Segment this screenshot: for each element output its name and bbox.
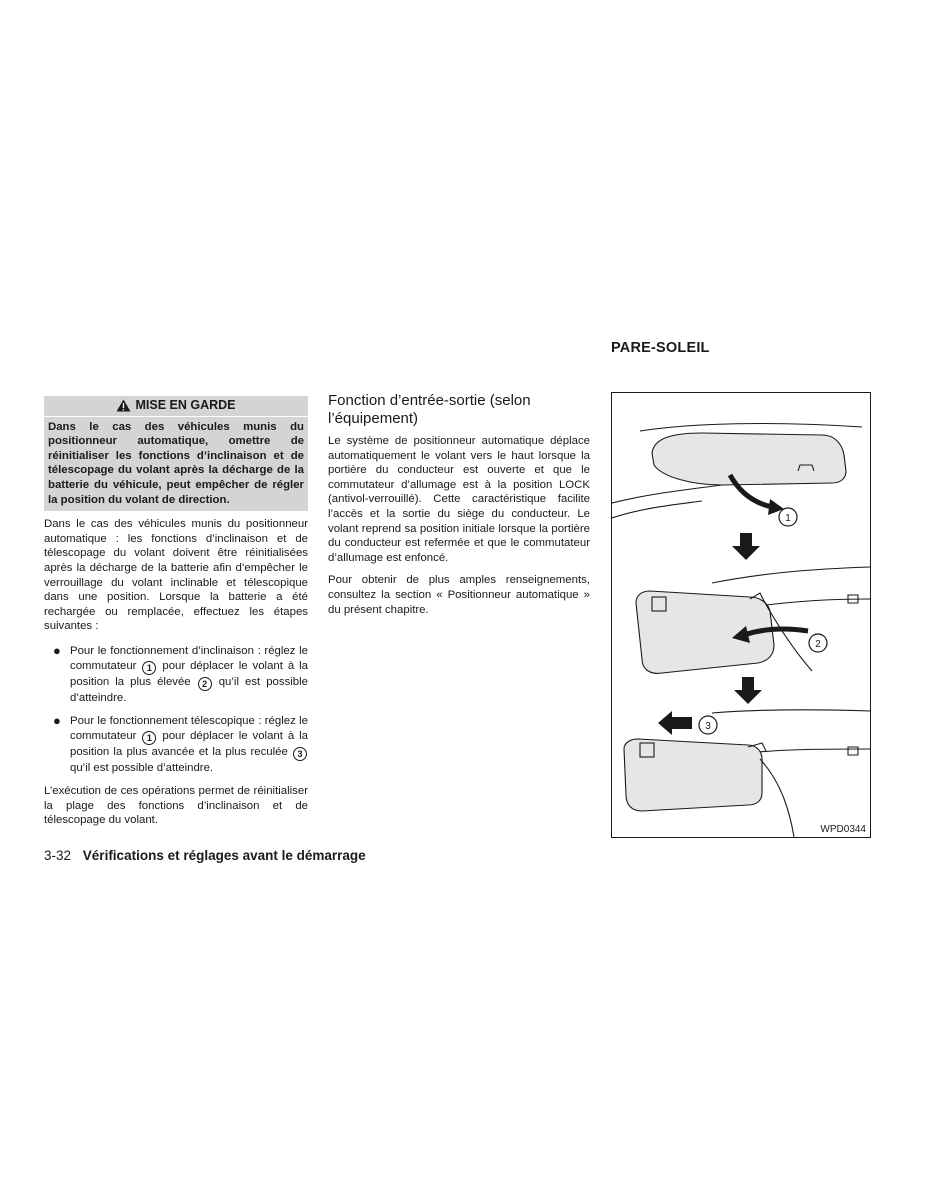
subsection-title: Fonction d’entrée-sortie (selon l’équipement)	[328, 392, 531, 427]
intro-paragraph: Dans le cas des véhicules munis du positionneur automatique : les fonctions d’inclinaison et de télescopage du volant doivent être réinitialisées après la décharge de la batterie afin d’empêcher le verrouillage du volant inclinable et télescopique dans une position. Lorsque la batterie a été rechargée ou remplacée, effectuez les étapes suivantes :	[44, 518, 308, 633]
steps-list	[44, 644, 308, 775]
outro-paragraph: L’exécution de ces opérations permet de réinitialiser la plage des fonctions d’inclinaison et de télescopage du volant.	[44, 785, 308, 827]
step-text: qu’il est possible d’atteindre.	[70, 761, 214, 774]
page-footer	[44, 848, 366, 863]
callout-3-marker	[699, 716, 717, 734]
step-text: Pour le fonctionnement d’inclinaison : réglez le commutateur	[70, 644, 308, 672]
left-column	[44, 396, 308, 836]
list-item	[44, 644, 308, 705]
bullet-icon: ●	[53, 642, 61, 658]
callout-1-label: 1	[785, 513, 791, 524]
step-text: pour déplacer le volant à la position la plus élevée	[70, 659, 308, 688]
step-text: pour déplacer le volant à la position la plus avancée et la plus reculée	[70, 729, 308, 758]
list-item	[44, 714, 308, 775]
warning-box	[44, 396, 308, 511]
callout-1-marker	[779, 508, 797, 526]
callout-number: 1	[142, 731, 156, 745]
warning-heading	[44, 396, 308, 417]
callout-2-label: 2	[815, 639, 821, 650]
more-info-paragraph: Pour obtenir de plus amples renseignements, consultez la section « Positionneur automatique » du présent chapitre.	[328, 574, 590, 616]
sun-visor-illustration	[612, 393, 870, 837]
page-number: 3-32	[44, 848, 72, 863]
bullet-icon: ●	[53, 713, 61, 729]
callout-number: 3	[293, 747, 307, 761]
middle-column	[328, 392, 590, 625]
step-text: qu’il est possible d’atteindre.	[70, 675, 309, 704]
chapter-title: Vérifications et réglages avant le démarrage	[82, 848, 366, 863]
warning-body: Dans le cas des véhicules munis du positionneur automatique, omettre de réinitialiser les fonctions d’inclinaison et de télescopage du volant après la décharge de la batterie du véhicule, peut empêcher de régler la position du volant de direction.	[48, 420, 304, 506]
warning-heading-text: MISE EN GARDE	[135, 398, 236, 412]
sun-visor-figure	[611, 392, 871, 838]
entry-exit-paragraph: Le système de positionneur automatique déplace automatiquement le volant vers le haut lorsque la portière du conducteur est ouverte et que le commutateur d’allumage est à la position LOCK (antivol-verrouillé). Cette caractéristique facilite l’accès et la sortie du siège du conducteur. Le volant reprend sa position initiale lorsque la portière du conducteur est refermée et que le commutateur d’allumage est enfoncé.	[328, 435, 590, 564]
callout-3-label: 3	[705, 721, 711, 732]
step-text: Pour le fonctionnement télescopique : réglez le commutateur	[70, 715, 308, 742]
callout-2-marker	[809, 634, 827, 652]
figure-code: WPD0344	[820, 824, 866, 835]
callout-number: 1	[142, 661, 156, 675]
section-title: PARE-SOLEIL	[611, 340, 710, 356]
warning-triangle-icon	[116, 399, 131, 412]
callout-number: 2	[198, 677, 212, 691]
